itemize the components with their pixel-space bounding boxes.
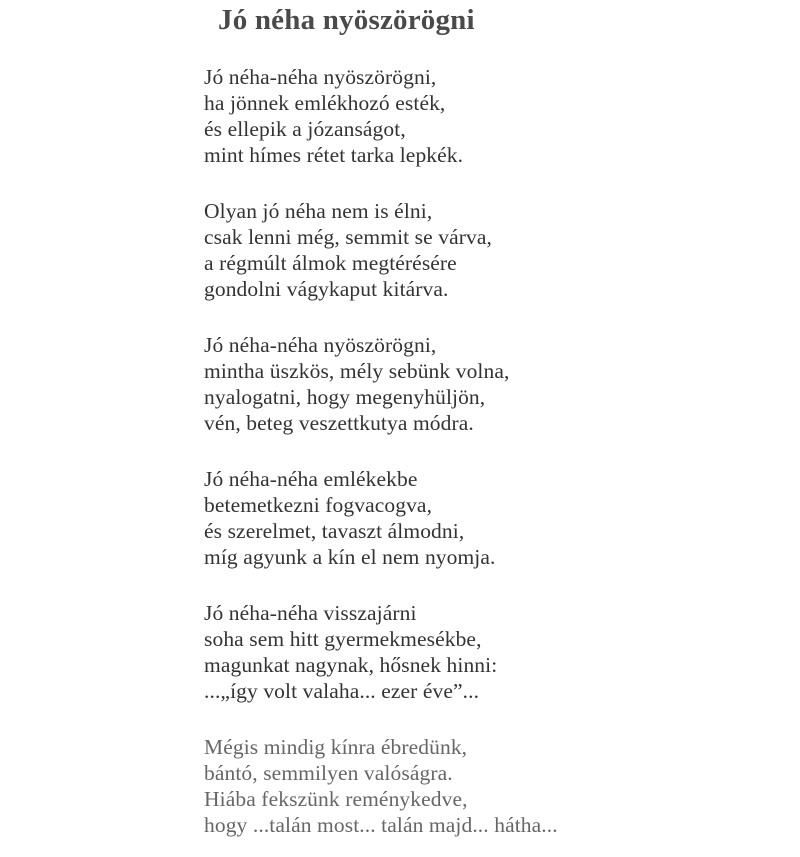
poem-line: hogy ...talán most... talán majd... hátha...	[204, 813, 558, 837]
poem-body	[204, 64, 764, 838]
stanza-6	[204, 734, 764, 838]
poem-line: Olyan jó néha nem is élni,	[204, 199, 433, 223]
poem-line: bántó, semmilyen valóságra.	[204, 761, 453, 785]
poem-line: magunkat nagynak, hősnek hinni:	[204, 653, 498, 677]
poem-line: Jó néha-néha nyöszörögni,	[204, 333, 437, 357]
poem-line: Mégis mindig kínra ébredünk,	[204, 735, 468, 759]
stanza-1	[204, 64, 764, 168]
poem-line: soha sem hitt gyermekmesékbe,	[204, 627, 482, 651]
poem-line: mint hímes rétet tarka lepkék.	[204, 143, 464, 167]
poem-line: Jó néha-néha emlékekbe	[204, 467, 418, 491]
stanza-3	[204, 332, 764, 436]
poem-line: és ellepik a józanságot,	[204, 117, 406, 141]
poem-line: Hiába fekszünk reménykedve,	[204, 787, 468, 811]
stanza-4	[204, 466, 764, 570]
poem-line: a régmúlt álmok megtérésére	[204, 251, 457, 275]
poem-line: nyalogatni, hogy megenyhüljön,	[204, 385, 486, 409]
poem-line: betemetkezni fogvacogva,	[204, 493, 433, 517]
poem-line: Jó néha-néha nyöszörögni,	[204, 65, 437, 89]
poem-title: Jó néha nyöszörögni	[218, 4, 475, 36]
poem-line: vén, beteg veszettkutya módra.	[204, 411, 474, 435]
poem-line: csak lenni még, semmit se várva,	[204, 225, 492, 249]
poem-line: ...„így volt valaha... ezer éve”...	[204, 679, 480, 703]
poem-line: gondolni vágykaput kitárva.	[204, 277, 449, 301]
poem-line: míg agyunk a kín el nem nyomja.	[204, 545, 496, 569]
poem-line: és szerelmet, tavaszt álmodni,	[204, 519, 465, 543]
stanza-5	[204, 600, 764, 704]
poem-line: mintha üszkös, mély sebünk volna,	[204, 359, 510, 383]
poem-line: ha jönnek emlékhozó esték,	[204, 91, 446, 115]
poem-line: Jó néha-néha visszajárni	[204, 601, 417, 625]
stanza-2	[204, 198, 764, 302]
